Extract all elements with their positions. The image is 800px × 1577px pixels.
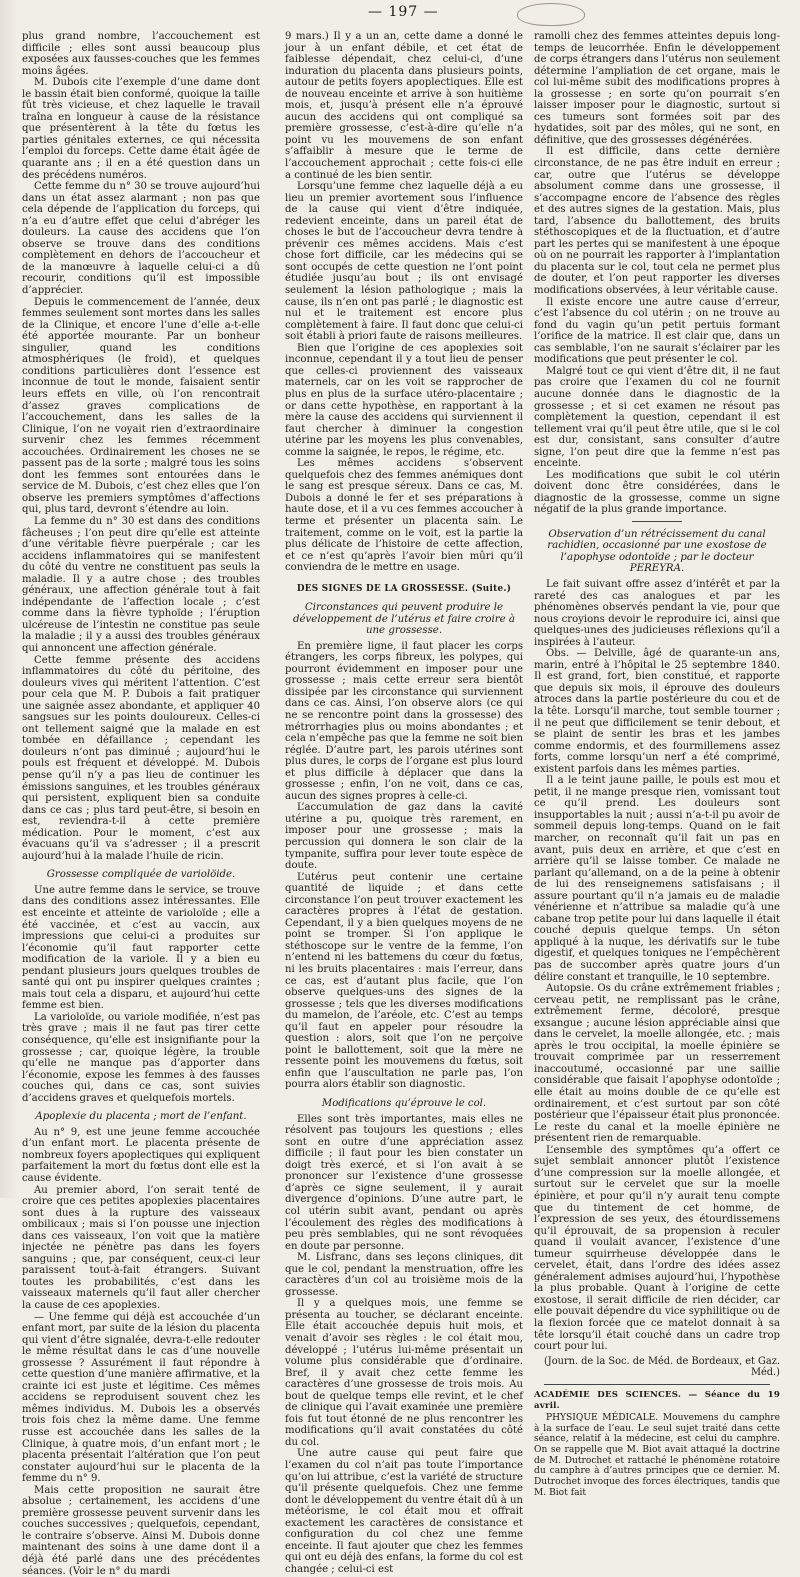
binding-edge — [0, 0, 17, 1198]
right-paragraph: Le fait suivant offre assez d’intérêt et par la rareté des cas analogues et par les phénomènes observés pendant la vie, pour que nous croyions devoir le reproduire ici, ainsi que quelques-unes des judicieuses réflexions qu’il a inspirées à l’auteur. — [534, 578, 780, 648]
separator-rule — [632, 521, 682, 522]
middle-column — [285, 31, 523, 1575]
middle-paragraph: Une autre cause qui peut faire que l’examen du col n’ait pas toute l’importance qu’on lui attribue, c’est la variété de structure qu’il présente quelquefois. Chez une femme dont le développement du ventre était dû à un météorisme, le col était mou et offrait exactement les caractères de consistance et configuration du col chez une femme enceinte. Il faut ajouter que chez les femmes qui ont eu déjà des enfans, la forme du col est changée ; celui-ci est — [285, 1448, 523, 1575]
source-citation: (Journ. de la Soc. de Méd. de Bordeaux, et Gaz. Méd.) — [543, 1355, 780, 1379]
separator-rule — [544, 1384, 770, 1385]
middle-paragraph: 9 mars.) Il y a un an, cette dame a donné le jour à un enfant débile, et cet état de faiblesse dépendait, chez celui-ci, d’une induration du placenta dans plusieurs points, autour de petits foyers apoplectiques. Elle est de nouveau enceinte et arrive à son huitième mois, et, jusqu’à présent elle n’a éprouvé aucun des accidens qui ont compliqué sa première grossesse, c’est-à-dire qu’elle n’a point vu les mouvemens de son enfant s’affaiblir à mesure que le terme de l’accouchement approchait ; cette fois-ci elle a continué de les bien sentir. — [285, 31, 523, 181]
left-paragraph: Depuis le commencement de l’année, deux femmes seulement sont mortes dans les salles de la Clinique, et encore l’une d’elle a-t-elle été apportée mourante. Par un bonheur singulier, quand les conditions atmosphériques (le froid), et quelques conditions particulières dont l’essence est inconnue de tout le monde, faisaient sentir leurs effets en ville, où l’on rencontrait d’assez graves complications de l’accouchement, dans les salles de la Clinique, l’on ne voyait rien d’extraordinaire survenir chez les femmes récemment accouchées. Ordinairement les choses ne se passent pas de la sorte ; malgré tous les soins dont les femmes sont entourées dans le service de M. Dubois, c’est chez elles que l’on observe les premiers symptômes d’affections qui, plus tard, devront s’étendre au loin. — [22, 296, 260, 516]
right-paragraph: L’ensemble des symptômes qu’a offert ce sujet semblait annoncer plutôt l’existence d’une compression sur la moelle allongée, et surtout sur le cervelet que sur la moelle épinière, et pour qu’il n’y aurait tenu compte que du tintement de cet homme, de l’expression de ses yeux, des étourdissemens qu’il éprouvait, de sa propension à reculer quand il voulait avancer, l’existence d’une tumeur squirrheuse développée dans le cervelet, était, dans l’ordre des idées assez généralement admises aujourd’hui, l’hypothèse la plus probable. Quant à l’origine de cette exostose, il serait difficile de rien décider, car elle pouvait dépendre du vice syphilitique ou de la flexion forcée que ce matelot donnait à sa tête lorsqu’il était couché dans un cadre trop court pour lui. — [534, 1144, 780, 1353]
left-paragraph: — Une femme qui déjà est accouchée d’un enfant mort, par suite de la lésion du placenta qui vient d’être signalée, devra-t-elle redouter le même résultat dans le cas d’une nouvelle grossesse ? Assurément il faut répondre à cette question d’une manière affirmative, et la crainte ici est juste et légitime. Ces mêmes accidens se reproduisent souvent chez les mêmes individus. M. Dubois les a observés trois fois chez la même dame. Une femme russe est accouchée dans les salles de la Clinique, à quatre mois, d’un enfant mort ; le placenta présentait l’altération que l’on peut constater aujourd’hui sur le placenta de la femme du n° 9. — [22, 1311, 260, 1485]
middle-paragraph: En première ligne, il faut placer les corps étrangers, les corps fibreux, les polypes, qui pourront évidemment en imposer pour une grossesse ; mais cette erreur sera bientôt dissipée par les circonstance qui surviennent dans ce cas. Ainsi, l’on observe alors (ce qui ne se rencontre point dans la grossesse) des métrorrhagies plus ou moins abondantes ; et cela n’empêche pas que la femme ne soit bien réglée. D’autre part, les parois utérines sont plus dures, le corps de l’organe est plus lourd et plus difficile à déplacer que dans la grossesse ; enfin, l’on ne voit, dans ce cas, aucun des signes propres à celle-ci. — [285, 640, 523, 802]
library-stamp — [517, 3, 585, 26]
middle-paragraph: L’accumulation de gaz dans la cavité utérine a pu, quoique très rarement, en imposer pour une grossesse ; mais la percussion qui donnera le son clair de la tympanite, suffira pour lever toute espèce de doute. — [285, 802, 523, 872]
left-column — [22, 31, 260, 1577]
right-paragraph: Les modifications que subit le col utérin doivent donc être considérées, dans le diagnostic de la grossesse, comme un signe négatif de la plus grande importance. — [534, 469, 780, 516]
right-paragraph: Malgré tout ce qui vient d’être dit, il ne faut pas croire que l’examen du col ne fournit aucune donnée dans le diagnostic de la grossesse ; et si cet examen ne résout pas complètement la question, cependant il est tellement vrai qu’il peut être utile, que si le col est dur, consistant, sans consulter d’autre signe, l’on peut dire que la femme n’est pas enceinte. — [534, 365, 780, 470]
academy-heading: ACADÉMIE DES SCIENCES. — Séance du 19 avril. — [534, 1389, 780, 1412]
left-paragraph: plus grand nombre, l’accouchement est difficile ; elles sont aussi beaucoup plus exposées aux fausses-couches que les femmes moins âgées. — [22, 31, 260, 77]
page-footer — [22, 1178, 780, 1192]
middle-paragraph: Les mêmes accidens s’observent quelquefois chez des femmes anémiques dont le sang est presque séreux. Dans ce cas, M. Dubois a donné le fer et ses préparations à haute dose, et il a vu ces femmes accoucher à terme et présenter un placenta sain. Le traitement, comme on le voit, est la partie la plus délicate de l’histoire de cette affection, et ce n’est qu’après l’avoir bien mûri qu’il conviendra de le mettre en usage. — [285, 458, 523, 574]
left-paragraph: Au premier abord, l’on serait tenté de croire que ces petites apoplexies placentaires sont dues à la rupture des vaisseaux ombilicaux ; mais si l’on pousse une injection dans ces vaisseaux, l’on voit que la matière injectée ne pénètre pas dans les foyers sanguins ; que, par conséquent, ceux-ci leur paraissent tout-à-fait étrangers. Suivant toutes les probabilités, c’est dans les vaisseaux maternels qu’il faut aller chercher la cause de ces apoplexies. — [22, 1184, 260, 1311]
subheading-circonstances: Circonstances qui peuvent produire le développement de l’utérus et faire croire à une grossesse. — [292, 602, 516, 637]
left-paragraph: Une autre femme dans le service, se trouve dans des conditions assez intéressantes. Elle est enceinte et atteinte de varioloïde ; elle a été vaccinée, et c’est au vaccin, aux impressions que celui-ci a produites sur l’économie qu’il faut rapporter cette modification de la variole. Il y a bien eu pendant plusieurs jours quelques troubles de santé qui ont pu inspirer quelques craintes ; mais tout cela a disparu, et aujourd’hui cette femme est bien. — [22, 884, 260, 1012]
right-paragraph: Obs. — Delville, âgé de quarante-un ans, marin, entré à l’hôpital le 25 septembre 1840. Il est grand, fort, bien constitué, et rapporte que depuis six mois, il éprouve des douleurs atroces dans la partie postérieure du cou et de la tête. Lorsqu’il marche, tout semble tourner ; il ne peut que difficilement se tenir debout, et se plaint de sentir les bras et les jambes comme endormis, et des fourmillemens assez forts, comme lorsqu’un nerf a été comprimé, existent parfois dans les mêmes parties. — [534, 648, 780, 775]
left-paragraph: La femme du n° 30 est dans des conditions fâcheuses ; l’on peut dire qu’elle est atteinte d’une véritable fièvre puerpérale ; car les accidens inflammatoires qui se manifestent du côté du ventre ne constituent pas seuls la maladie. Il y a autre chose ; des troubles généraux, une affection générale tout à fait indépendante de l’affection locale ; c’est comme dans la fièvre typhoïde ; l’éruption ulcéreuse de l’intestin ne constitue pas seule la maladie ; il y a aussi des troubles généraux qui annoncent une affection générale. — [22, 515, 260, 654]
right-paragraph: ramolli chez des femmes atteintes depuis long-temps de leucorrhée. Enfin le développement de corps étrangers dans l’utérus non seulement détermine l’ampliation de cet organe, mais le col lui-même subit des modifications propres à la grossesse ; en sorte qu’on pourrait s’en laisser imposer pour le diagnostic, surtout si ces tumeurs sont formées soit par des hydatides, soit par des môles, qui ne sont, en définitive, que des grossesses dégénérées. — [534, 31, 780, 146]
right-paragraph: Il est difficile, dans cette dernière circonstance, de ne pas être induit en erreur ; car, outre que l’utérus se développe absolument comme dans une grossesse, il s’accompagne encore de l’absence des règles et des autres signes de la gestation. Mais, plus tard, l’absence du ballottement, des bruits stéthoscopiques et de la fluctuation, et d’autre part les pertes qui se manifestent à une époque où on ne pourrait les rapporter à l’implantation du placenta sur le col, tout cela ne permet plus de douter, et l’on peut rapporter les diverses modifications observées, à leur véritable cause. — [534, 146, 780, 297]
left-paragraph: Mais cette proposition ne saurait être absolue ; certainement, les accidens d’une première grossesse peuvent survenir dans les couches successives ; quelquefois, cependant, le contraire s’observe. Ainsi M. Dubois donne maintenant des soins à une dame dont il a déjà été parlé dans une des précédentes séances. (Voir le n° du mardi — [22, 1484, 260, 1577]
right-paragraph: Il existe encore une autre cause d’erreur, c’est l’absence du col utérin ; on ne trouve au fond du vagin qu’un petit pertuis formant l’orifice de la matrice. Il est clair que, dans un cas semblable, l’on ne saurait s’éclairer par les modifications que peut présenter le col. — [534, 296, 780, 366]
academy-paragraph: PHYSIQUE MÉDICALE. Mouvemens du camphre à la surface de l’eau. Le seul sujet traité dans cette séance, relatif à la médecine, est celui du camphre. On se rappelle que M. Biot avait attaqué la doctrine de M. Dutrochet et rattaché le phénomène rotatoire du camphre à d’autres principes que ce dernier. M. Dutrochet invoque des forces électriques, tandis que M. Biot fait — [534, 1412, 780, 1498]
left-paragraph: Cette femme présente des accidens inflammatoires du côté du péritoine, des douleurs vives qui méritent l’attention. C’est pour cela que M. P. Dubois a fait pratiquer une saignée assez abondante, et appliquer 40 sangsues sur les points douloureux. Celles-ci ont tellement saigné que la malade en est tombée en défaillance ; cependant les douleurs n’ont pas diminué ; aujourd’hui le pouls est fréquent et développé. M. Dubois pense qu’il n’y a pas lieu de continuer les émissions sanguines, et les troubles généraux qui persistent, expliquent bien sa conduite dans ce cas ; plus tard peut-être, si besoin en est, reviendra-t-il à cette première médication. Pour le moment, c’est aux évacuans qu’il va s’adresser ; il a prescrit aujourd’hui à la malade l’huile de ricin. — [22, 654, 260, 862]
observation-title: Observation d’un rétrécissement du canal rachidien, occasionné par une exostose de l’apophyse odontoïde ; par le docteur PEREYRA. — [547, 528, 767, 575]
middle-paragraph: Bien que l’origine de ces apoplexies soit inconnue, cependant il y a tout lieu de penser que celles-ci proviennent des vaisseaux maternels, car on les voit se rapprocher de plus en plus de la surface utéro-placentaire ; or dans cette hypothèse, en rapportant à la mère la cause des accidens qui surviennent il faut chercher à diminuer la congestion utérine par les moyens les plus convenables, comme la saignée, le repos, le régime, etc. — [285, 342, 523, 458]
left-paragraph: La varioloïde, ou variole modifiée, n’est pas très grave ; mais il ne faut pas tirer cette conséquence, qu’elle est insignifiante pour la grossesse ; car, quoique légère, la trouble qu’elle ne manque pas d’apporter dans l’économie, expose les femmes à des fausses couches qui, dans ce cas, sont suivies d’accidens graves et quelquefois mortels. — [22, 1011, 260, 1104]
page-number: — 197 — — [368, 4, 439, 20]
left-paragraph: Au n° 9, est une jeune femme accouchée d’un enfant mort. Le placenta présente de nombreux foyers apoplectiques qui expliquent parfaitement la mort du fœtus dont elle est la cause évidente. — [22, 1126, 260, 1184]
right-paragraph: Autopsie. Os du crâne extrêmement friables ; cerveau petit, ne remplissant pas le crâne, extrêmement ferme, décoloré, presque exsangue ; aucune lésion appréciable ainsi que dans le cervelet, la moelle allongée, etc. ; mais après le trou occipital, la moelle épinière se trouvait comprimée par un resserrement inaccoutumé, occasionné par une saillie considérable que faisait l’apophyse odontoïde ; elle était au moins double de ce qu’elle est ordinairement, et c’est surtout par son côté postérieur que l’épaisseur était plus prononcée. Le reste du canal et la moelle épinière ne présentent rien de remarquable. — [534, 983, 780, 1145]
left-paragraph: Cette femme du n° 30 se trouve aujourd’hui dans un état assez alarmant ; non pas que cela dépende de l’application du forceps, qui n’a eu d’autre effet que celui d’abréger les douleurs. La cause des accidens que l’on observe se trouve dans des conditions complètement en dehors de l’accoucheur et de la manœuvre à laquelle celui-ci a dû recourir, conditions qu’il est impossible d’apprécier. — [22, 181, 260, 297]
middle-paragraph: Lorsqu’une femme chez laquelle déjà a eu lieu un premier avortement sous l’influence de la cause qui vient d’être indiquée, redevient enceinte, dans un pareil état de choses le but de l’accoucheur devra tendre à prévenir ces mêmes accidens. Mais c’est chose fort difficile, car les médecins qui se sont occupés de cette question ne l’ont point étudiée jusqu’au bout ; ils ont envisagé seulement la lésion pathologique ; mais la cause, ils n’en ont pas parlé ; le diagnostic est nul et le traitement est encore plus complètement à faire. Il faut donc que celui-ci soit établi à priori faute de raisons meilleures. — [285, 181, 523, 343]
middle-paragraph: L’utérus peut contenir une certaine quantité de liquide ; et dans cette circonstance l’on peut trouver exactement les caractères propres à l’état de gestation. Cependant, il y a bien quelques moyens de ne point se tromper. Si l’on applique le stéthoscope sur le ventre de la femme, l’on n’entend ni les battemens du cœur du fœtus, ni les bruits placentaires : mais l’erreur, dans ce cas, est d’autant plus facile, que l’on observe quelques-uns des signes de la grossesse ; tels que les diverses modifications du mamelon, de l’aréole, etc. C’est au temps qu’il faut en appeler pour résoudre la question : alors, soit que l’on ne perçoive point le ballottement, soit que la mère ne ressente point les mouvemens du fœtus, soit enfin que l’auscultation ne parle pas, l’on pourra alors établir son diagnostic. — [285, 871, 523, 1091]
section-heading-signes: DES SIGNES DE LA GROSSESSE. (Suite.) — [296, 583, 512, 594]
middle-paragraph: Elles sont très importantes, mais elles ne résolvent pas toujours les questions ; elles sont en outre d’une appréciation assez difficile ; il faut pour les bien constater un doigt très exercé, et si l’on avait à se prononcer sur l’existence d’une grossesse d’après ce signe seulement, il y aurait divergence d’opinions. D’une autre part, le col utérin subit avant, pendant ou après l’écoulement des règles des modifications à peu près semblables, qui ne sont révoquées en doute par personne. — [285, 1113, 523, 1252]
subheading-placenta: Apoplexie du placenta ; mort de l’enfant. — [35, 1111, 247, 1123]
middle-paragraph: Il y a quelques mois, une femme se présenta au toucher, se déclarant enceinte. Elle était accouchée depuis huit mois, et venait d’avoir ses règles : le col était mou, développé ; l’utérus lui-même présentait un volume plus considérable que d’ordinaire. Bref, il y avait chez cette femme les caractères d’une grossesse de trois mois. Au bout de quelque temps elle revint, et le chef de clinique qui l’avait examinée une première fois fut tout étonné de ne plus rencontrer les modifications qu’il avait constatées du côté du col. — [285, 1298, 523, 1448]
middle-paragraph: M. Lisfranc, dans ses leçons cliniques, dit que le col, pendant la menstruation, offre les caractères d’un col au troisième mois de la grossesse. — [285, 1252, 523, 1298]
right-paragraph: Il a le teint jaune paille, le pouls est mou et petit, il ne mange presque rien, vomissant tout ce qu’il prend. Les douleurs sont insupportables la nuit ; aussi n’a-t-il pu avoir de sommeil depuis long-temps. Quand on le fait marcher, on reconnaît qu’il fait un pas en avant, puis deux en arrière, et que c’est en arrière qu’il se laisse tomber. Ce malade ne parlant qu’allemand, on a de la peine à obtenir de lui des renseignemens satisfaisans ; il assure pourtant qu’il n’a jamais eu de maladie vénérienne et n’attribue sa maladie qu’à une cabane trop petite pour lui dans laquelle il était couché depuis quelque temps. Un séton appliqué à la nuque, les dérivatifs sur le tube digestif, et quelques toniques ne l’empêchèrent pas de succomber après quatre jours d’un délire constant et tranquille, le 10 septembre. — [534, 775, 780, 983]
subheading-col: Modifications qu’éprouve le col. — [321, 1098, 487, 1110]
edge-marks — [2, 180, 14, 1100]
subheading-varioloide: Grossesse compliquée de variolöide. — [46, 869, 236, 881]
right-column — [534, 31, 780, 1498]
page-header — [0, 0, 800, 26]
left-paragraph: M. Dubois cite l’exemple d’une dame dont le bassin était bien conformé, quoique la taille fût très vicieuse, et chez laquelle le travail traîna en longueur à cause de la résistance que présentèrent à la tête du fœtus les parties génitales externes, ce qui nécessita l’emploi du forceps. Cette dame était âgée de quarante ans ; il en a été question dans un des précédens numéros. — [22, 77, 260, 181]
